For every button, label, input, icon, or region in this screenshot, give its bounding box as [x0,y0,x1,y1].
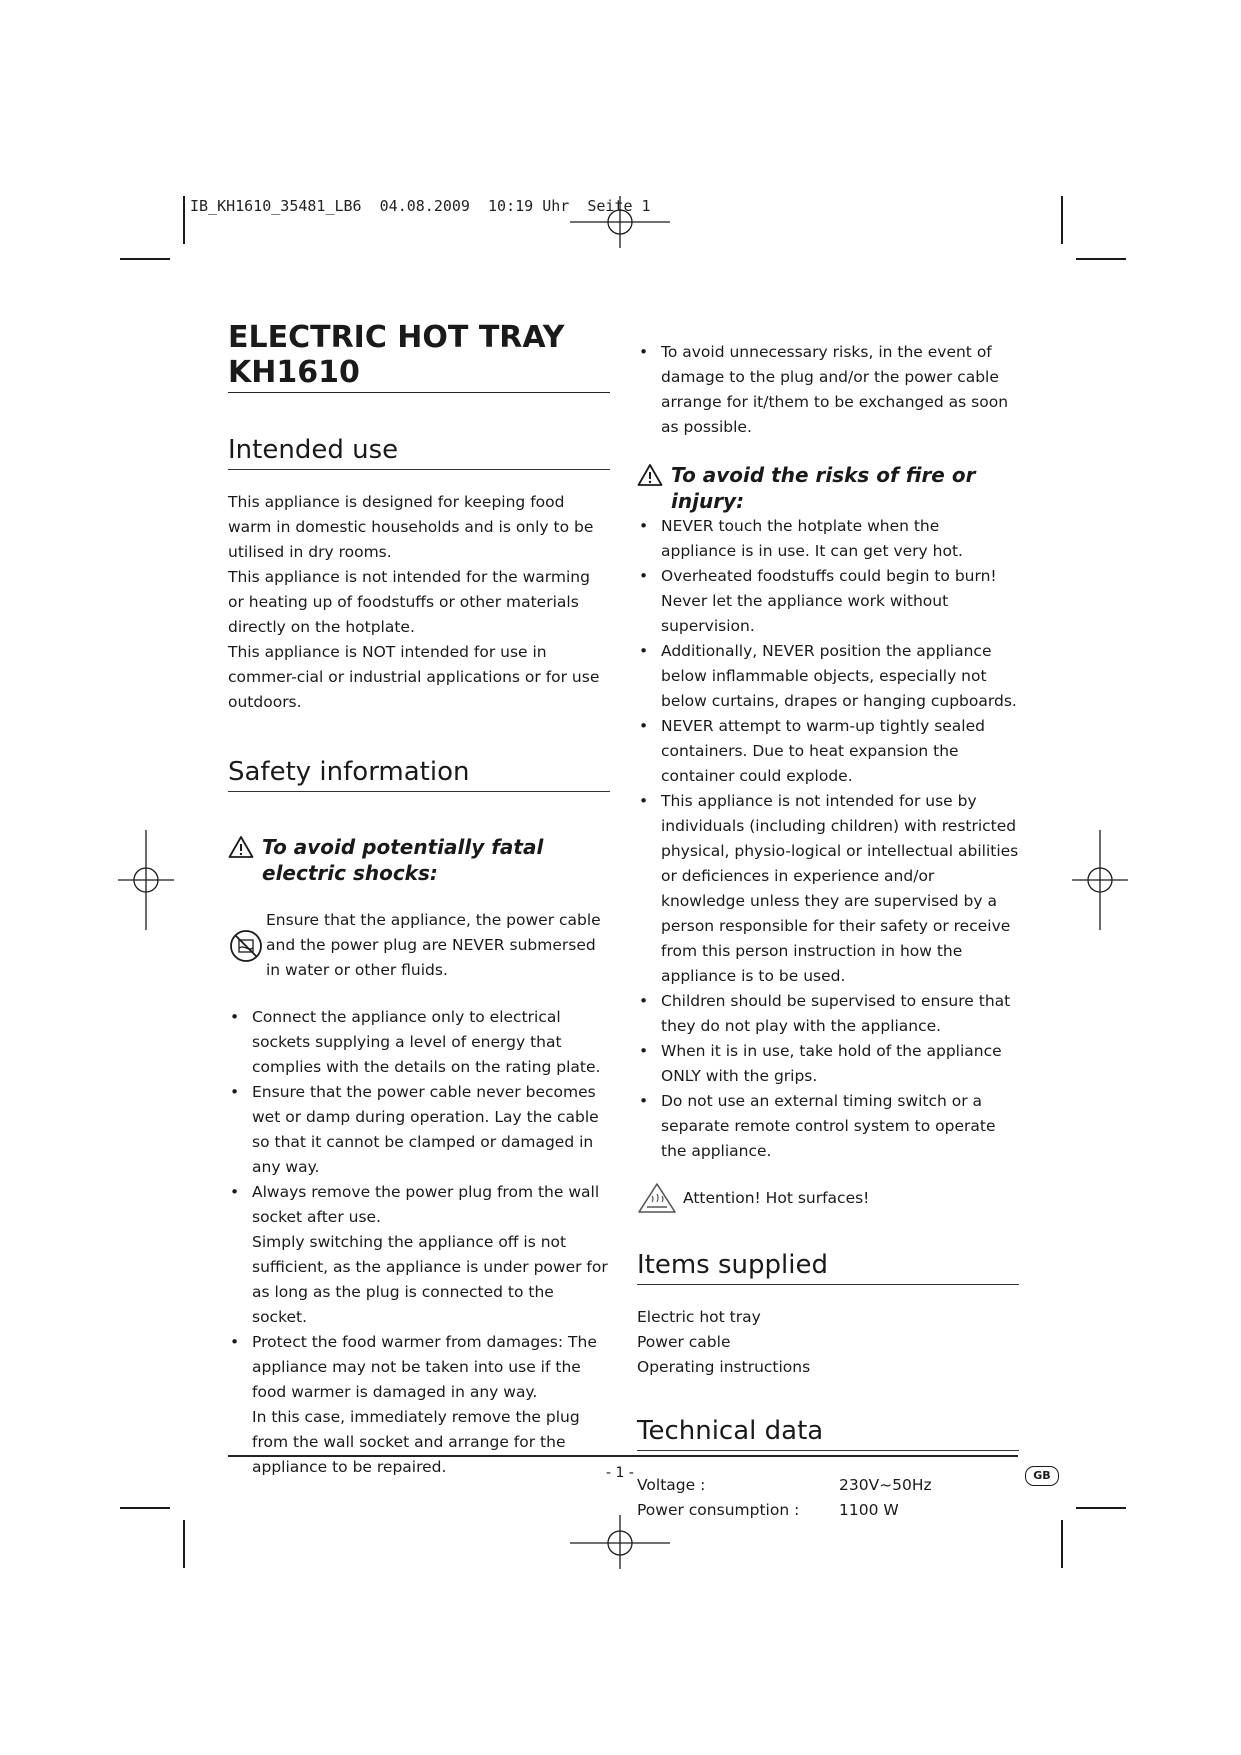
registration-mark-bottom [570,1515,670,1571]
hot-surface-text: Attention! Hot surfaces! [683,1188,870,1207]
list-item [228,1330,610,1480]
warning-triangle-icon [228,835,254,859]
fire-warning-text: To avoid the risks of fire or injury: [671,463,976,513]
list-item [228,1080,610,1180]
list-item [228,1005,610,1080]
no-water-immersion-icon [228,928,264,964]
items-supplied-list [637,1305,1019,1380]
list-item: Electric hot tray [637,1308,761,1326]
intended-use-paragraph: This appliance is not intended for the warming or heating up of foodstuffs or other materials directly on the hotplate. [228,568,590,636]
table-row [637,1498,1019,1523]
hot-surface-warning-icon [637,1182,677,1214]
registration-mark-left [118,830,174,930]
list-item: • Additionally, NEVER position the appliance below inflammable objects, especially not below curtains, drapes or hanging cupboards. [637,639,1019,714]
fire-bullet-list [637,514,1019,1164]
list-item-text: Always remove the power plug from the wall socket after use. [252,1183,600,1226]
list-item: • Do not use an external timing switch or a separate remote control system to operate the appliance. [637,1089,1019,1164]
list-item [228,1180,610,1330]
list-item-text: Protect the food warmer from damages: The appliance may not be taken into use if the food warmer is damaged in any way. [252,1333,597,1401]
tech-value: 1100 W [839,1501,899,1519]
intended-use-paragraph: This appliance is NOT intended for use in commer-cial or industrial applications or for use outdoors. [228,643,600,711]
footer-divider [228,1455,1018,1457]
list-item: • NEVER attempt to warm-up tightly sealed containers. Due to heat expansion the container could explode. [637,714,1019,789]
list-item-extra: Simply switching the appliance off is not sufficient, as the appliance is under power for as long as the plug is connected to the socket. [252,1233,608,1326]
technical-data-table [637,1473,1019,1523]
plug-damage-bullet-list [637,340,1019,440]
warning-triangle-icon [637,463,663,487]
tech-label: Power consumption : [637,1501,800,1519]
list-item: • Children should be supervised to ensure that they do not play with the appliance. [637,989,1019,1039]
language-badge: GB [1025,1466,1059,1486]
intended-use-paragraph: This appliance is designed for keeping food warm in domestic households and is only to be utilised in dry rooms. [228,493,594,561]
tech-label: Voltage : [637,1476,706,1494]
page-number: - 1 - [606,1465,634,1481]
list-item-text: Connect the appliance only to electrical sockets supplying a level of energy that complies with the details on the rating plate. [252,1008,601,1076]
document-title [228,320,610,393]
list-item: Operating instructions [637,1358,811,1376]
hot-surface-note [637,1182,1019,1214]
left-column [228,320,610,1480]
title-line-1: ELECTRIC HOT TRAY [228,320,565,355]
submerge-note-text: Ensure that the appliance, the power cable and the power plug are NEVER submersed in water or other fluids. [266,911,601,979]
shock-warning-text: To avoid potentially fatal electric shocks: [262,835,544,885]
safety-information-heading: Safety information [228,757,610,792]
list-item: • When it is in use, take hold of the appliance ONLY with the grips. [637,1039,1019,1089]
list-item: • This appliance is not intended for use by individuals (including children) with restricted physical, physio-logical or intellectual abilities or deficiences in experience and/or knowledge unless they are supervised by a person responsible for their safety or receive from this person instruction in how the appliance is to be used. [637,789,1019,989]
technical-data-heading: Technical data [637,1416,1019,1451]
list-item: • Overheated foodstuffs could begin to burn! Never let the appliance work without supervision. [637,564,1019,639]
list-item: Power cable [637,1333,731,1351]
tech-value: 230V~50Hz [839,1476,932,1494]
list-item: • To avoid unnecessary risks, in the event of damage to the plug and/or the power cable arrange for it/them to be exchanged as soon as possible. [637,340,1019,440]
list-item-extra: In this case, immediately remove the plug from the wall socket and arrange for the appliance to be repaired. [252,1408,580,1476]
shock-warning-heading [228,834,610,886]
table-row [637,1473,1019,1498]
list-item: • NEVER touch the hotplate when the appliance is in use. It can get very hot. [637,514,1019,564]
list-item-text: Ensure that the power cable never becomes wet or damp during operation. Lay the cable so that it cannot be clamped or damaged in any way. [252,1083,599,1176]
right-column [637,340,1019,1523]
registration-mark-right [1072,830,1128,930]
items-supplied-heading: Items supplied [637,1250,1019,1285]
fire-warning-heading [637,462,1019,514]
printer-slug: IB_KH1610_35481_LB6 04.08.2009 10:19 Uhr Seite 1 [190,197,651,215]
safety-bullet-list [228,1005,610,1480]
title-line-2: KH1610 [228,355,360,390]
intended-use-heading: Intended use [228,435,610,470]
intended-use-body [228,490,610,715]
submerge-note [228,908,610,983]
